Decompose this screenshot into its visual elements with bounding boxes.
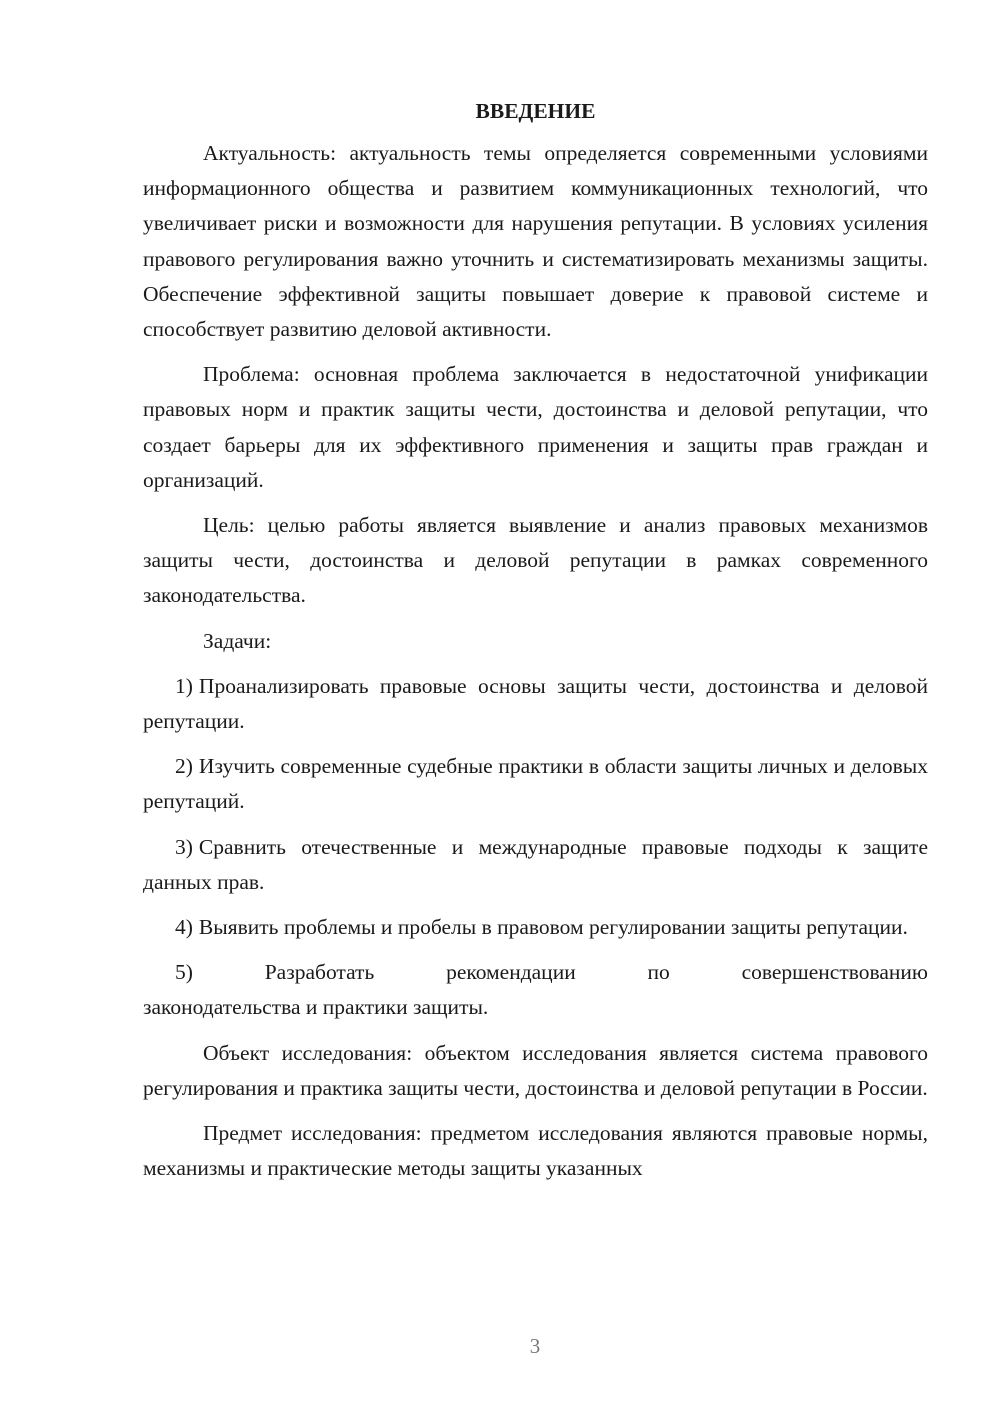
task-item — [143, 830, 928, 900]
object-paragraph: Объект исследования: объектом исследования является система правового регулирования и практика защиты чести, достоинства и деловой репутации в России. — [143, 1040, 928, 1100]
document-page — [143, 96, 928, 1196]
task-text-continuation: законодательства и практики защиты. — [143, 995, 489, 1020]
task-item — [143, 669, 928, 739]
subject-paragraph: Предмет исследования: предметом исследования являются правовые нормы, механизмы и практические методы защиты указанных — [143, 1121, 928, 1181]
task-text: Сравнить отечественные и международные правовые подходы к защите данных прав. — [143, 834, 928, 894]
relevance-paragraph: Актуальность: актуальность темы определяется современными условиями информационного общества и развитием коммуникационных технологий, что увеличивает риски и возможности для нарушения репутации. В условиях усиления правового регулирования важно уточнить и систематизировать механизмы защиты. Обеспечение эффективной защиты повышает доверие к правовой системе и способствует развитию деловой активности. — [143, 141, 928, 342]
task-word: по — [647, 960, 670, 985]
task-first-line — [143, 955, 928, 990]
task-number: 3) — [175, 834, 193, 859]
section-title: ВВЕДЕНИЕ — [475, 99, 596, 123]
task-text: Изучить современные судебные практики в области защиты личных и деловых репутаций. — [143, 754, 928, 814]
tasks-heading: Задачи: — [203, 628, 272, 653]
task-item — [143, 955, 928, 1025]
task-number: 2) — [175, 754, 193, 779]
task-number: 4) — [175, 915, 193, 940]
goal-paragraph: Цель: целью работы является выявление и анализ правовых механизмов защиты чести, достоинства и деловой репутации в рамках современного законодательства. — [143, 513, 928, 608]
task-number: 1) — [175, 673, 193, 698]
task-word: Разработать — [264, 960, 375, 985]
page-number: 3 — [529, 1334, 541, 1358]
task-item — [143, 910, 928, 945]
task-word: совершенствованию — [741, 960, 928, 985]
task-number: 5) — [175, 960, 193, 985]
task-text: Проанализировать правовые основы защиты чести, достоинства и деловой репутации. — [143, 673, 928, 734]
task-word: рекомендации — [446, 960, 576, 985]
task-item — [143, 749, 928, 819]
task-text: Выявить проблемы и пробелы в правовом регулировании защиты репутации. — [198, 915, 908, 940]
problem-paragraph: Проблема: основная проблема заключается в недостаточной унификации правовых норм и практик защиты чести, достоинства и деловой репутации, что создает барьеры для их эффективного применения и защиты прав граждан и организаций. — [143, 362, 928, 492]
